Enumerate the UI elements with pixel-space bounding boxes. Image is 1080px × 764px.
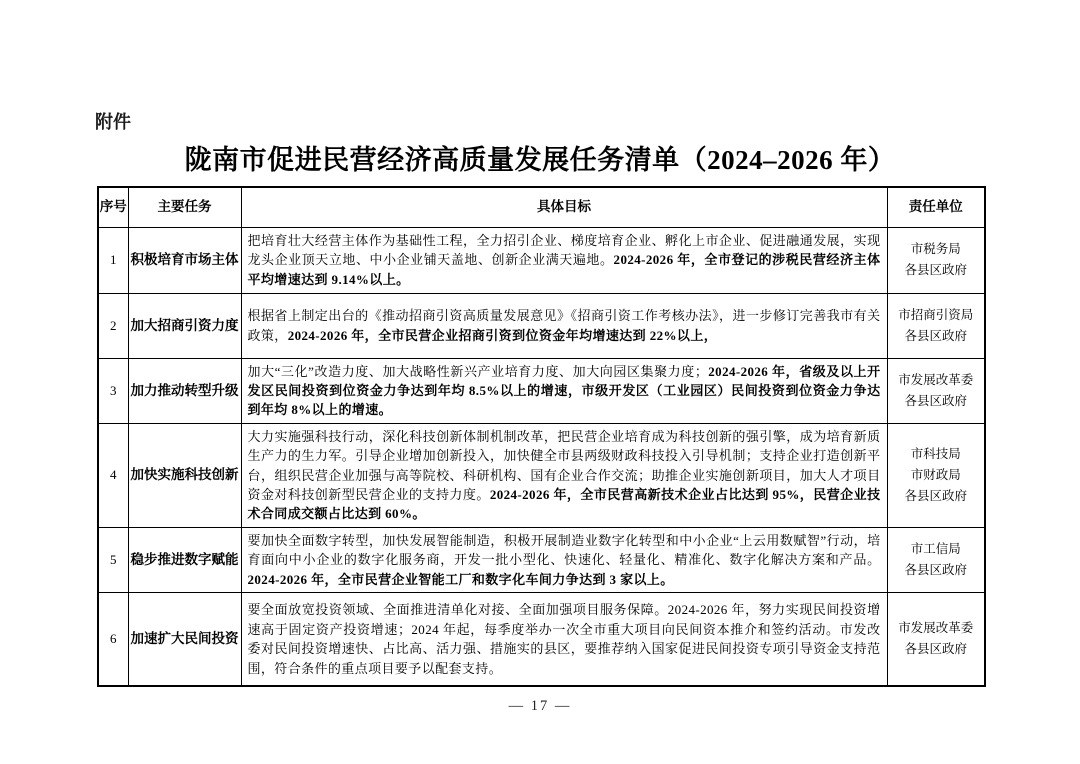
unit-name: 市工信局 — [910, 541, 961, 556]
unit-name: 市财政局 — [910, 467, 961, 482]
task-name: 积极培育市场主体 — [128, 227, 241, 293]
table-row — [98, 423, 985, 527]
responsible-units — [887, 358, 985, 423]
table-row — [98, 527, 985, 592]
goal-text — [241, 592, 887, 686]
goal-highlight-text: 2024-2026 年，全市民营企业智能工厂和数字化车间力争达到 3 家以上。 — [247, 571, 674, 587]
goal-normal-text: 根据省上制定出台的《推动招商引资高质量发展意见》《招商引资工作考核办法》，进一步修订完善我市有关政策， — [247, 308, 881, 343]
header-no: 序号 — [98, 187, 128, 227]
task-table — [97, 186, 986, 687]
goal-normal-text: 要全面放宽投资领域、全面推进清单化对接、全面加强项目服务保障。2024-2026 年，努力实现民间投资增速高于固定资产投资增速；2024 年起，每季度举办一次全市重大项目向民间资本推介和签约活动。市发改委对民间投资增速快、占比高、活力强、措施实的县区，要推荐纳入国家促进民间投资专项引导资金支持范围，符合条件的重点项目要予以配套支持。 — [247, 602, 881, 676]
unit-name: 市科技局 — [910, 446, 961, 461]
row-number: 3 — [98, 358, 128, 423]
row-number: 5 — [98, 527, 128, 592]
goal-normal-text: 大力实施强科技行动，深化科技创新体制机制改革，把民营企业培育成为科技创新的强引擎，成为培育新质生产力的生力军。引导企业增加创新投入，加快健全市县两级财政科技投入引导机制；支持企业打造创新平台，组织民营企业加强与高等院校、科研机构、国有企业合作交流；助推企业实施创新项目，加大人才项目资金对科技创新型民营企业的支持力度。 — [247, 428, 881, 502]
unit-name: 市招商引资局 — [898, 307, 974, 322]
task-name: 加速扩大民间投资 — [128, 592, 241, 686]
responsible-units — [887, 227, 985, 293]
unit-name: 各县区政府 — [904, 263, 967, 277]
unit-name: 市税务局 — [910, 242, 961, 256]
task-name: 加力推动转型升级 — [128, 358, 241, 423]
goal-highlight-text: 2024-2026 年，全市民营高新技术企业占比达到 95%，民营企业技术合同成交额占比达到 60%。 — [247, 486, 881, 522]
responsible-units — [887, 527, 985, 592]
goal-text — [241, 527, 887, 592]
table-row — [98, 358, 985, 423]
task-name: 加大招商引资力度 — [128, 293, 241, 358]
goal-highlight-text: 2024-2026 年，全市民营企业招商引资到位资金年均增速达到 22%以上， — [287, 327, 718, 343]
goal-normal-text: 加大“三化”改造力度、加大战略性新兴产业培育力度、加大向园区集聚力度； — [247, 363, 709, 379]
responsible-units — [887, 592, 985, 686]
unit-name: 各县区政府 — [904, 488, 967, 503]
table-row — [98, 293, 985, 358]
table-row — [98, 227, 985, 293]
unit-name: 各县区政府 — [904, 642, 967, 657]
goal-text — [241, 293, 887, 358]
document-title: 陇南市促进民营经济高质量发展任务清单（2024–2026 年） — [184, 145, 896, 175]
goal-text — [241, 227, 887, 293]
unit-name: 各县区政府 — [904, 393, 967, 408]
header-goal: 具体目标 — [241, 187, 887, 227]
goal-normal-text: 把培育壮大经营主体作为基础性工程，全力招引企业、梯度培育企业、孵化上市企业、促进融通发展，实现龙头企业顶天立地、中小企业铺天盖地、创新企业满天遍地。 — [247, 232, 881, 268]
row-number: 4 — [98, 423, 128, 527]
unit-name: 市发展改革委 — [898, 621, 974, 636]
responsible-units — [887, 423, 985, 527]
task-name: 加快实施科技创新 — [128, 423, 241, 527]
unit-name: 市发展改革委 — [898, 372, 974, 387]
header-task: 主要任务 — [128, 187, 241, 227]
unit-name: 各县区政府 — [904, 562, 967, 577]
header-unit: 责任单位 — [887, 187, 985, 227]
table-header-row — [98, 187, 985, 227]
unit-name: 各县区政府 — [904, 328, 967, 343]
goal-highlight-text: 2024-2026 年，省级及以上开发区民间投资到位资金力争达到年均 8.5%以上的增速，市级开发区（工业园区）民间投资到位资金力争达到年均 8%以上的增速。 — [247, 363, 881, 418]
row-number: 1 — [98, 227, 128, 293]
goal-text — [241, 423, 887, 527]
goal-highlight-text: 2024-2026 年，全市登记的涉税民营经济主体平均增速达到 9.14%以上。 — [247, 252, 881, 287]
row-number: 2 — [98, 293, 128, 358]
task-name: 稳步推进数字赋能 — [128, 527, 241, 592]
goal-normal-text: 要加快全面数字转型，加快发展智能制造，积极开展制造业数字化转型和中小企业“上云用数赋智”行动，培育面向中小企业的数字化服务商，开发一批小型化、快速化、轻量化、精准化、数字化解决方案和产品。 — [247, 532, 881, 568]
page-number: — 17 — — [508, 698, 572, 715]
table-row — [98, 592, 985, 686]
goal-text — [241, 358, 887, 423]
row-number: 6 — [98, 592, 128, 686]
responsible-units — [887, 293, 985, 358]
attachment-label: 附件 — [95, 112, 131, 132]
